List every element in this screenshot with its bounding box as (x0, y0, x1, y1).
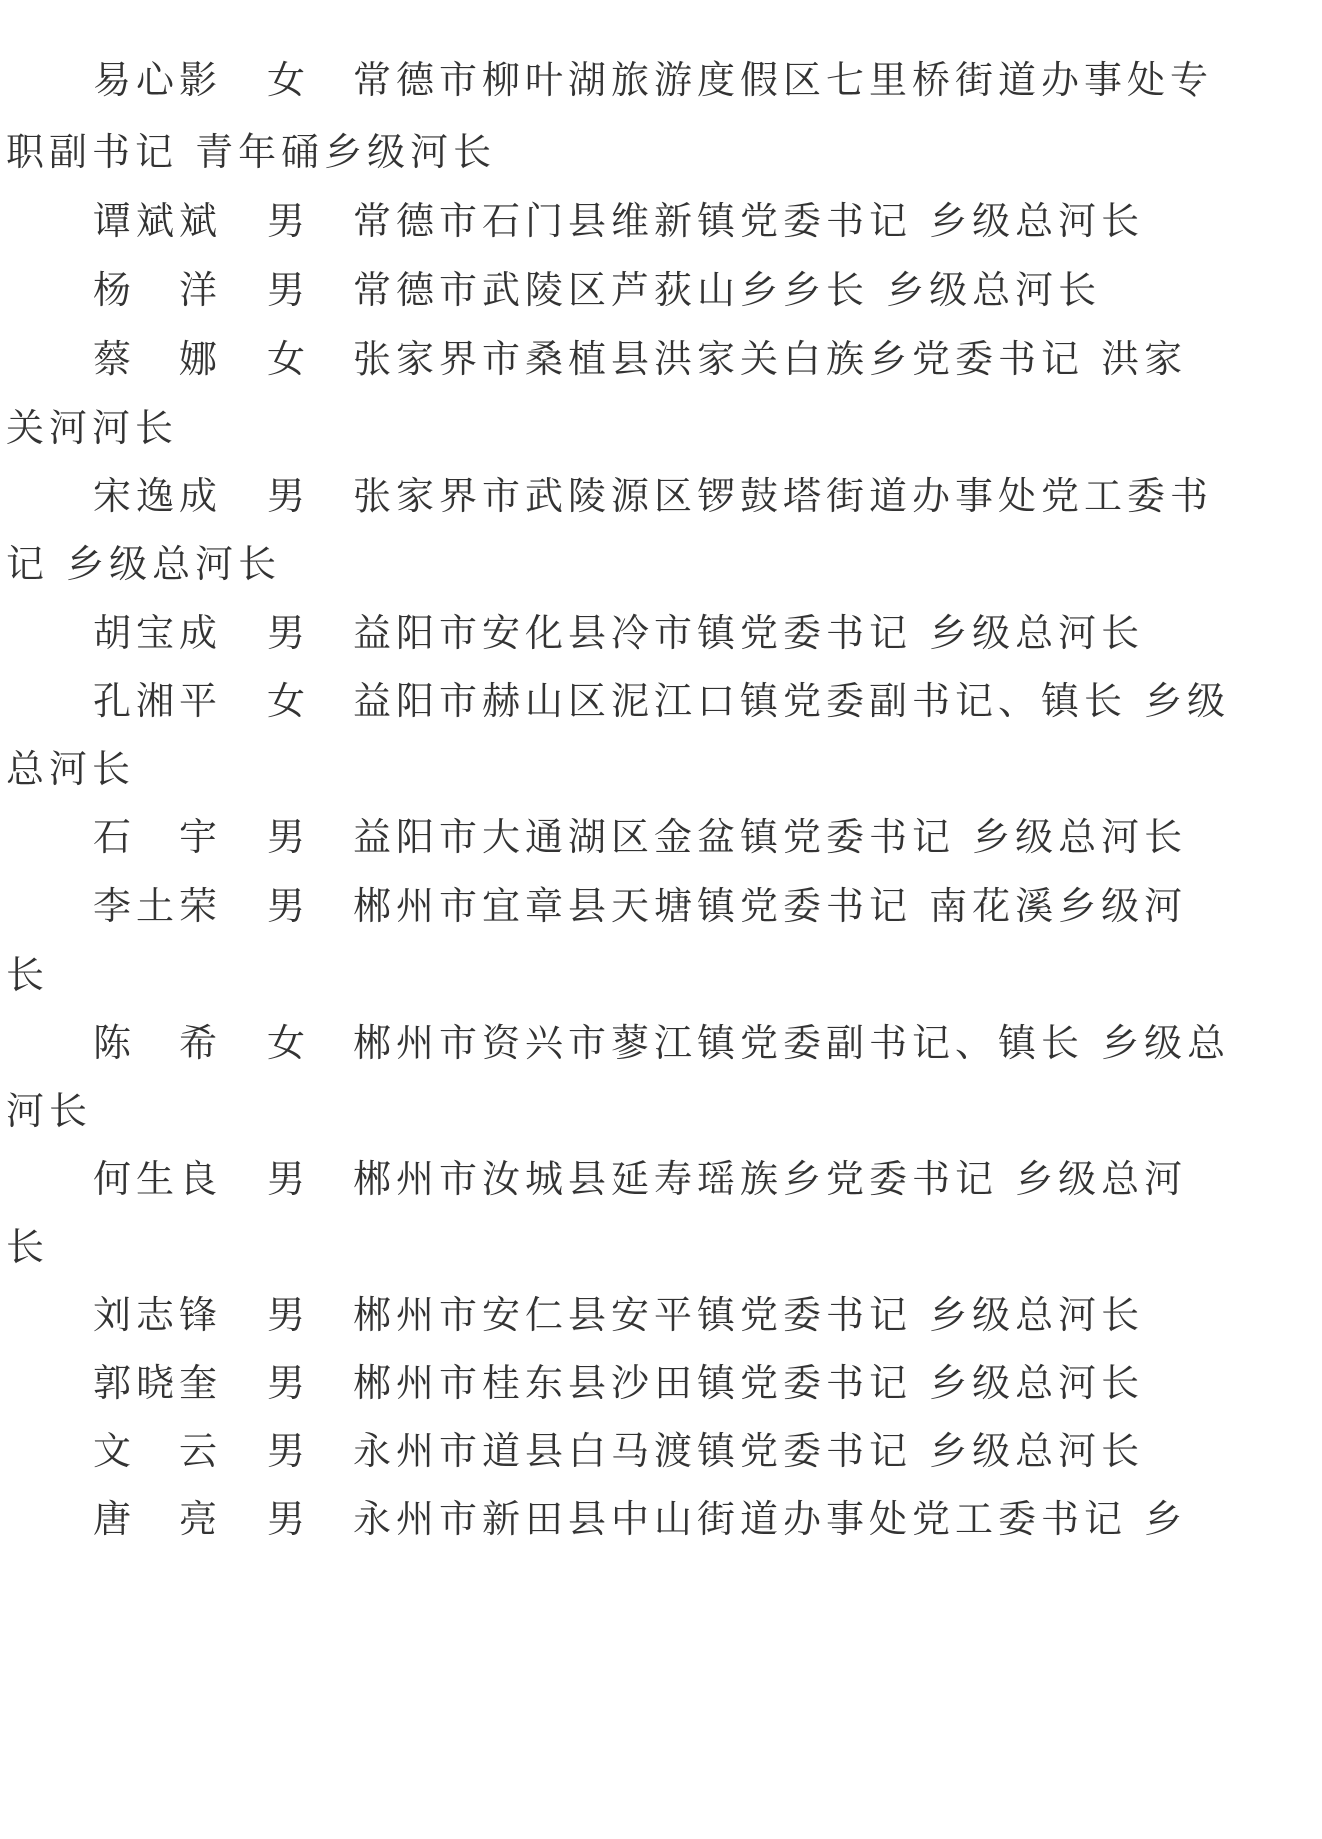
person-name: 郭晓奎 (93, 1361, 223, 1405)
person-title: 益阳市大通湖区金盆镇党委书记 乡级总河长 (353, 815, 1188, 859)
person-title: 张家界市武陵源区锣鼓塔街道办事处党工委书 (353, 474, 1214, 518)
person-gender: 男 (267, 199, 311, 243)
person-gender: 男 (267, 1497, 311, 1541)
person-name: 孔湘平 (93, 679, 223, 723)
person-name: 谭斌斌 (93, 199, 223, 243)
person-gender: 男 (267, 1429, 311, 1473)
person-title: 郴州市桂东县沙田镇党委书记 乡级总河长 (353, 1361, 1145, 1405)
person-title-continued: 长 (6, 953, 50, 997)
person-title: 益阳市赫山区泥江口镇党委副书记、镇长 乡级 (353, 679, 1231, 723)
person-title-continued: 记 乡级总河长 (6, 542, 282, 586)
person-name: 宋逸成 (93, 474, 223, 518)
person-gender: 男 (267, 611, 311, 655)
person-title: 郴州市汝城县延寿瑶族乡党委书记 乡级总河 (353, 1157, 1188, 1201)
person-gender: 男 (267, 474, 311, 518)
person-gender: 女 (267, 679, 311, 723)
person-title: 常德市武陵区芦荻山乡乡长 乡级总河长 (353, 268, 1102, 312)
person-gender: 女 (267, 1021, 311, 1065)
person-gender: 男 (267, 815, 311, 859)
person-gender: 男 (267, 1361, 311, 1405)
person-title-continued: 关河河长 (6, 406, 179, 450)
person-title: 益阳市安化县冷市镇党委书记 乡级总河长 (353, 611, 1145, 655)
person-name: 李土荣 (93, 884, 223, 928)
person-gender: 女 (267, 58, 311, 102)
person-name: 胡宝成 (93, 611, 223, 655)
person-title: 常德市石门县维新镇党委书记 乡级总河长 (353, 199, 1145, 243)
person-title-continued: 河长 (6, 1089, 93, 1133)
person-name: 何生良 (93, 1157, 223, 1201)
person-name: 陈 希 (93, 1021, 223, 1065)
person-title: 张家界市桑植县洪家关白族乡党委书记 洪家 (353, 337, 1188, 381)
person-gender: 男 (267, 268, 311, 312)
person-title-continued: 长 (6, 1225, 50, 1269)
person-title: 常德市柳叶湖旅游度假区七里桥街道办事处专 (353, 58, 1214, 102)
person-name: 唐 亮 (93, 1497, 223, 1541)
person-name: 蔡 娜 (93, 337, 223, 381)
person-name: 文 云 (93, 1429, 223, 1473)
person-gender: 男 (267, 1293, 311, 1337)
person-gender: 女 (267, 337, 311, 381)
person-name: 杨 洋 (93, 268, 223, 312)
person-gender: 男 (267, 1157, 311, 1201)
person-title: 郴州市宜章县天塘镇党委书记 南花溪乡级河 (353, 884, 1188, 928)
person-name: 刘志锋 (93, 1293, 223, 1337)
person-title: 永州市道县白马渡镇党委书记 乡级总河长 (353, 1429, 1145, 1473)
person-title: 永州市新田县中山街道办事处党工委书记 乡 (353, 1497, 1188, 1541)
person-title-continued: 总河长 (6, 747, 136, 791)
person-title: 郴州市资兴市蓼江镇党委副书记、镇长 乡级总 (353, 1021, 1231, 1065)
person-title-continued: 职副书记 青年硧乡级河长 (6, 130, 497, 174)
person-name: 易心影 (93, 58, 223, 102)
person-gender: 男 (267, 884, 311, 928)
person-name: 石 宇 (93, 815, 223, 859)
person-title: 郴州市安仁县安平镇党委书记 乡级总河长 (353, 1293, 1145, 1337)
